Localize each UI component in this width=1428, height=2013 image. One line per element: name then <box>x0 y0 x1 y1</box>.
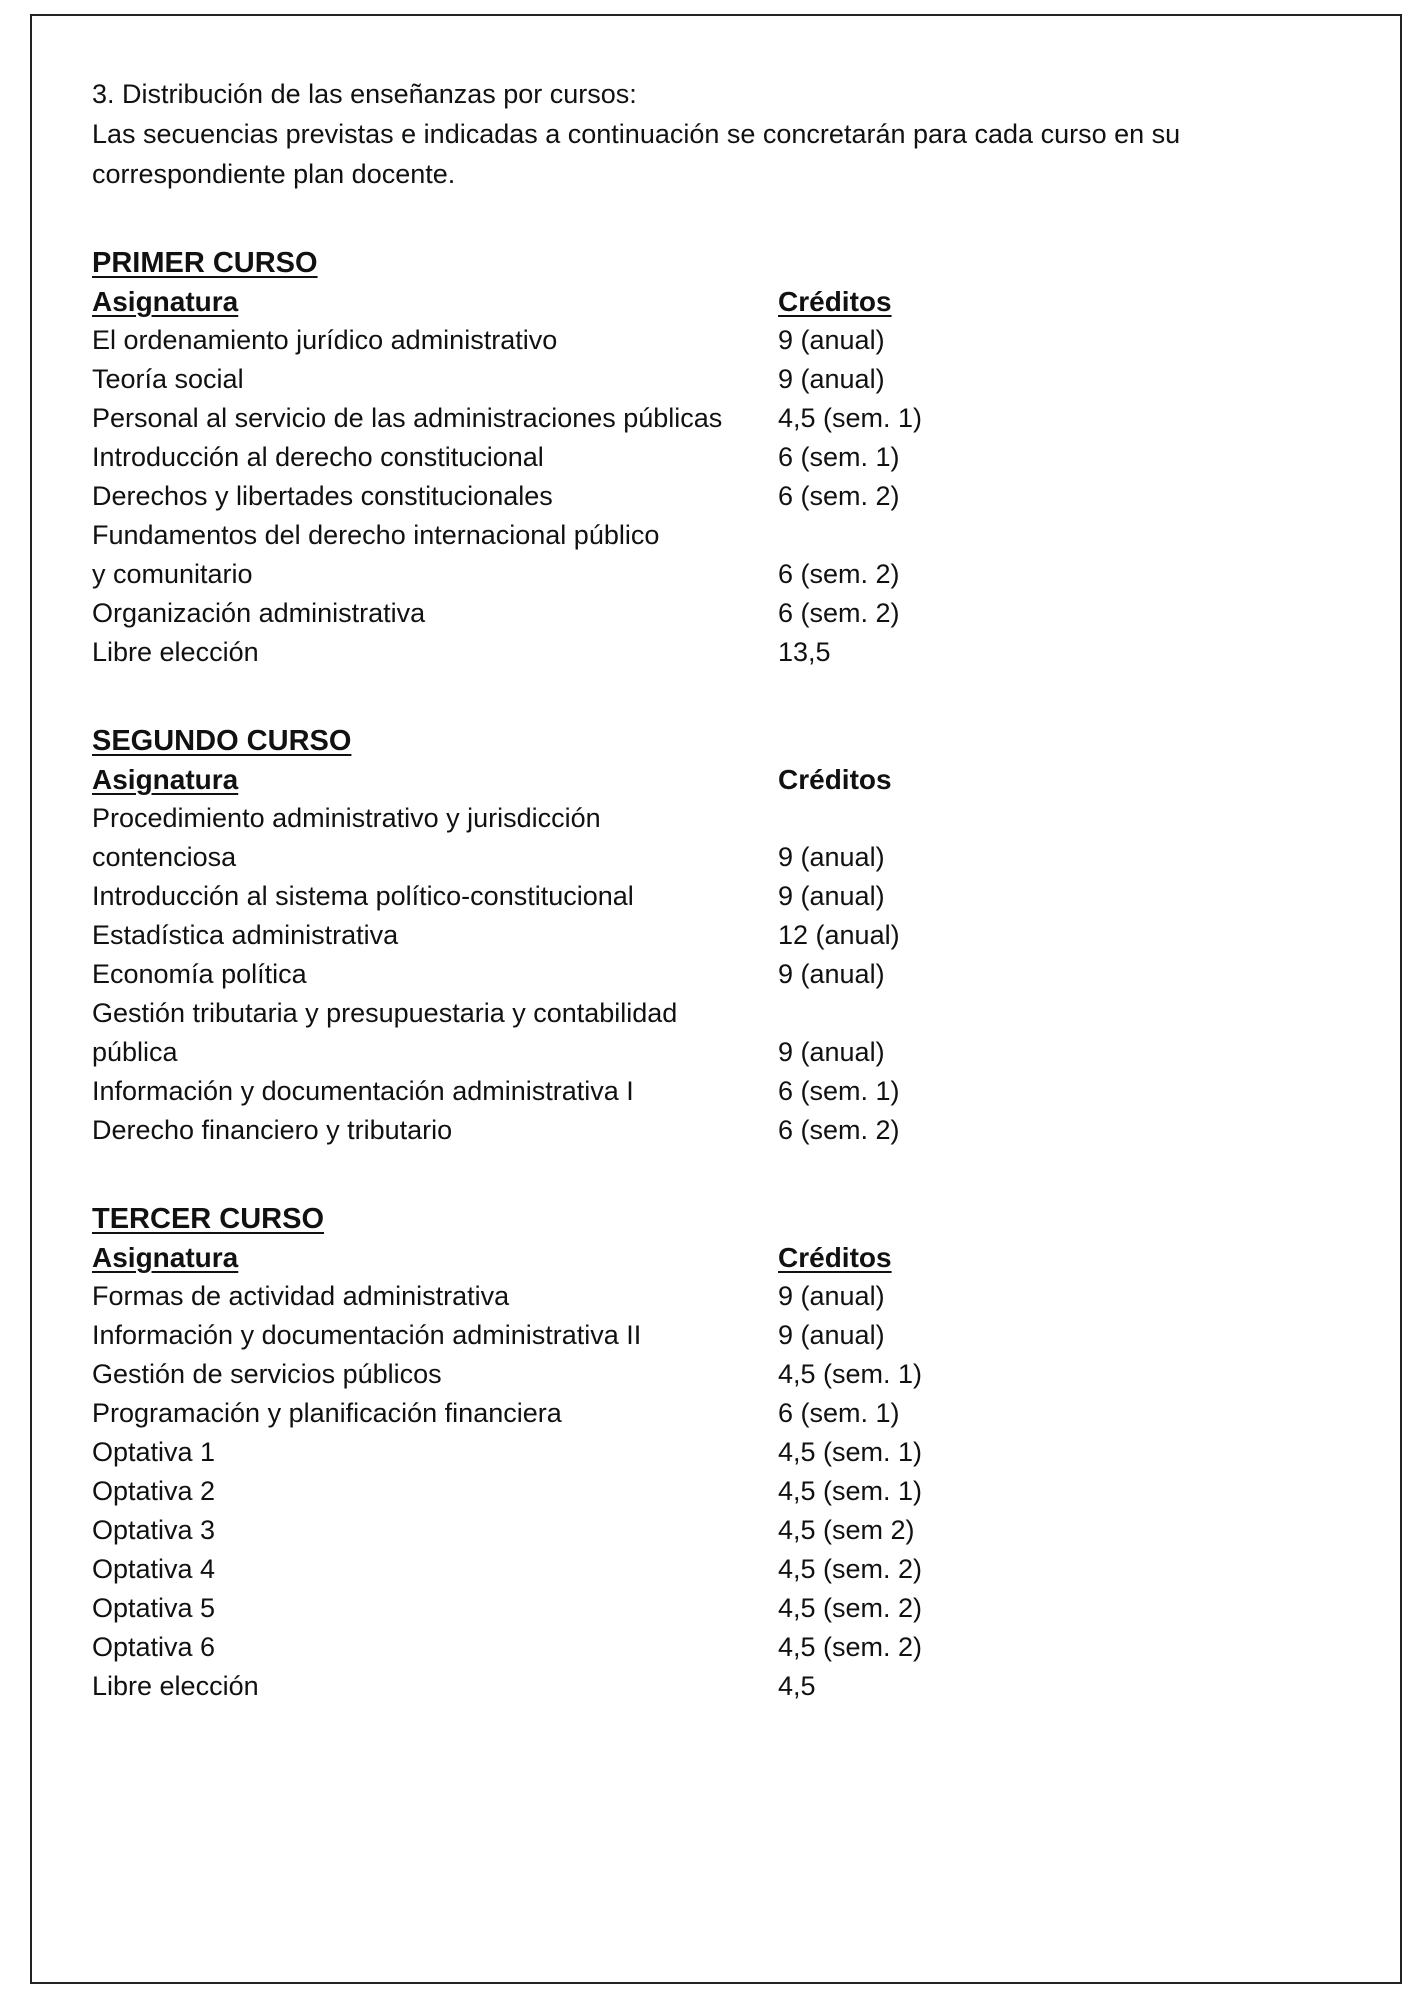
table-row <box>92 1355 1392 1394</box>
subject-credits: 6 (sem. 2) <box>778 598 900 628</box>
subject-credits: 4,5 (sem. 1) <box>778 1476 923 1506</box>
subject-name: Estadística administrativa <box>92 920 399 950</box>
subject-header: Asignatura <box>92 1242 239 1273</box>
subject-credits: 9 (anual) <box>778 1281 885 1311</box>
table-row <box>92 516 1392 555</box>
subject-name: Personal al servicio de las administraciones públicas <box>92 403 723 433</box>
table-row <box>92 838 1392 877</box>
subject-credits: 6 (sem. 2) <box>778 1115 900 1145</box>
subject-name: Teoría social <box>92 364 244 394</box>
intro-line-2: Las secuencias previstas e indicadas a continuación se concretarán para cada curso en su <box>92 119 1181 149</box>
course-section-primer <box>92 244 1392 672</box>
subject-credits: 6 (sem. 2) <box>778 559 900 589</box>
subject-name: Derechos y libertades constitucionales <box>92 481 553 511</box>
subject-credits: 6 (sem. 1) <box>778 1076 900 1106</box>
subject-name: y comunitario <box>92 559 253 589</box>
table-header <box>92 1238 1392 1277</box>
intro-line-3: correspondiente plan docente. <box>92 159 456 189</box>
subject-name: Introducción al sistema político-constitucional <box>92 881 634 911</box>
subject-name: Fundamentos del derecho internacional público <box>92 520 660 550</box>
subject-credits <box>778 516 1392 555</box>
subject-credits: 13,5 <box>778 637 831 667</box>
course-section-segundo <box>92 722 1392 1150</box>
table-row <box>92 1472 1392 1511</box>
subject-credits: 4,5 (sem. 1) <box>778 1359 923 1389</box>
subject-name: Derecho financiero y tributario <box>92 1115 453 1145</box>
subject-name: Libre elección <box>92 1671 259 1701</box>
subject-name: Procedimiento administrativo y jurisdicción <box>92 803 601 833</box>
table-row <box>92 438 1392 477</box>
table-row <box>92 877 1392 916</box>
table-header <box>92 760 1392 799</box>
subject-name: Información y documentación administrativa II <box>92 1320 642 1350</box>
credits-header: Créditos <box>778 286 892 317</box>
subject-credits: 4,5 (sem 2) <box>778 1515 915 1545</box>
table-row <box>92 1628 1392 1667</box>
intro-section <box>92 74 1392 194</box>
subject-header: Asignatura <box>92 764 239 795</box>
subject-name: Organización administrativa <box>92 598 426 628</box>
table-row <box>92 1394 1392 1433</box>
subject-credits: 6 (sem. 1) <box>778 442 900 472</box>
subject-name: Formas de actividad administrativa <box>92 1281 510 1311</box>
subject-name: Optativa 4 <box>92 1554 216 1584</box>
table-row <box>92 633 1392 672</box>
table-row <box>92 1072 1392 1111</box>
page-frame <box>30 14 1402 1984</box>
subject-name: Introducción al derecho constitucional <box>92 442 544 472</box>
table-row <box>92 799 1392 838</box>
subject-name: Optativa 6 <box>92 1632 216 1662</box>
table-header <box>92 282 1392 321</box>
subject-name: contenciosa <box>92 842 237 872</box>
subject-name: Gestión tributaria y presupuestaria y contabilidad <box>92 998 678 1028</box>
table-row <box>92 994 1392 1033</box>
table-row <box>92 1277 1392 1316</box>
course-section-tercer <box>92 1200 1392 1706</box>
table-row <box>92 399 1392 438</box>
table-row <box>92 321 1392 360</box>
subject-name: Gestión de servicios públicos <box>92 1359 442 1389</box>
subject-name: Información y documentación administrativa I <box>92 1076 634 1106</box>
course-title: SEGUNDO CURSO <box>92 725 352 757</box>
subject-credits: 4,5 <box>778 1671 816 1701</box>
subject-credits: 6 (sem. 1) <box>778 1398 900 1428</box>
document-content <box>92 74 1392 1706</box>
subject-credits: 4,5 (sem. 2) <box>778 1593 923 1623</box>
subject-name: Libre elección <box>92 637 259 667</box>
table-row <box>92 594 1392 633</box>
subject-name: Optativa 1 <box>92 1437 216 1467</box>
subject-credits: 9 (anual) <box>778 364 885 394</box>
subject-name: Optativa 5 <box>92 1593 216 1623</box>
subject-credits <box>778 799 1392 838</box>
table-row <box>92 477 1392 516</box>
subject-credits: 12 (anual) <box>778 920 900 950</box>
course-title: TERCER CURSO <box>92 1203 325 1235</box>
subject-credits: 9 (anual) <box>778 325 885 355</box>
subject-credits: 4,5 (sem. 2) <box>778 1632 923 1662</box>
table-row <box>92 1033 1392 1072</box>
table-row <box>92 1433 1392 1472</box>
subject-credits: 9 (anual) <box>778 842 885 872</box>
table-row <box>92 1511 1392 1550</box>
credits-header: Créditos <box>778 764 892 795</box>
subject-credits: 9 (anual) <box>778 881 885 911</box>
course-title: PRIMER CURSO <box>92 247 318 279</box>
subject-header: Asignatura <box>92 286 239 317</box>
subject-credits: 4,5 (sem. 2) <box>778 1554 923 1584</box>
table-row <box>92 916 1392 955</box>
table-row <box>92 1111 1392 1150</box>
subject-credits <box>778 994 1392 1033</box>
credits-header: Créditos <box>778 1242 892 1273</box>
subject-name: pública <box>92 1037 178 1067</box>
intro-line-1: 3. Distribución de las enseñanzas por cursos: <box>92 79 637 109</box>
subject-credits: 9 (anual) <box>778 1037 885 1067</box>
table-row <box>92 360 1392 399</box>
table-row <box>92 1667 1392 1706</box>
table-row <box>92 555 1392 594</box>
table-row <box>92 1316 1392 1355</box>
subject-credits: 4,5 (sem. 1) <box>778 1437 923 1467</box>
subject-name: Economía política <box>92 959 307 989</box>
subject-credits: 9 (anual) <box>778 1320 885 1350</box>
table-row <box>92 955 1392 994</box>
subject-credits: 4,5 (sem. 1) <box>778 403 923 433</box>
subject-credits: 6 (sem. 2) <box>778 481 900 511</box>
subject-credits: 9 (anual) <box>778 959 885 989</box>
subject-name: Optativa 2 <box>92 1476 216 1506</box>
table-row <box>92 1550 1392 1589</box>
subject-name: El ordenamiento jurídico administrativo <box>92 325 558 355</box>
table-row <box>92 1589 1392 1628</box>
subject-name: Optativa 3 <box>92 1515 216 1545</box>
subject-name: Programación y planificación financiera <box>92 1398 562 1428</box>
